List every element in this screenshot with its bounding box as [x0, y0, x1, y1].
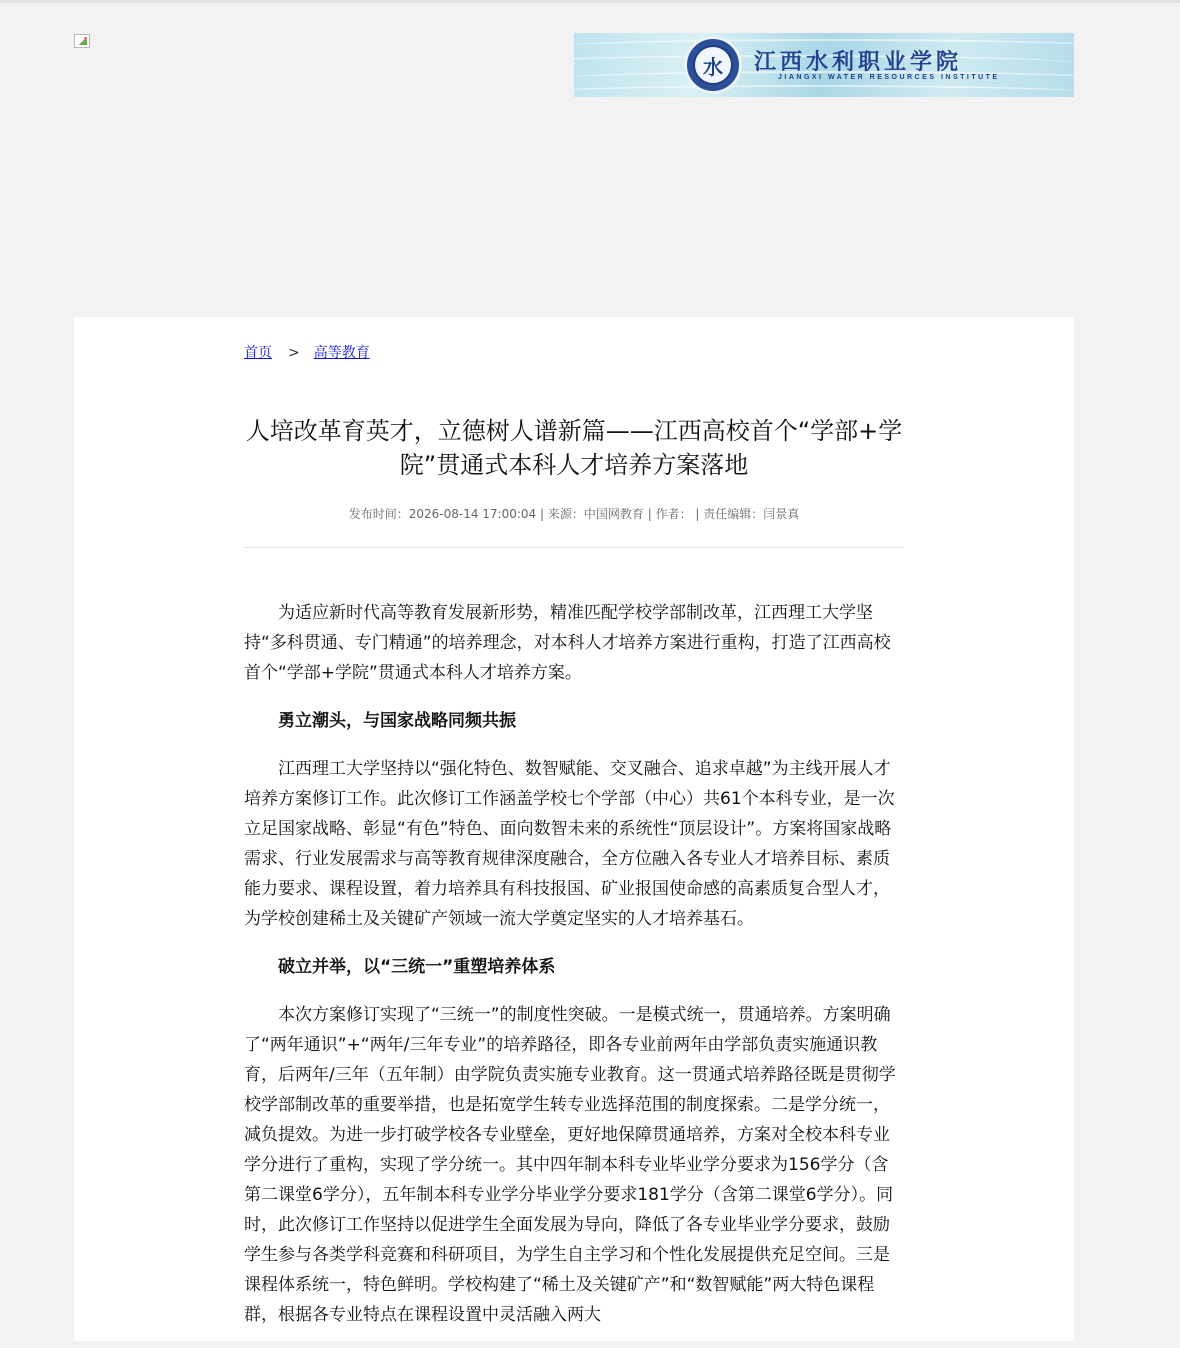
section-heading: 破立并举，以“三统一”重塑培养体系: [278, 957, 556, 977]
breadcrumb: [244, 342, 370, 362]
school-seal-icon: [684, 36, 742, 94]
top-divider: [0, 0, 1180, 3]
meta-separator: |: [691, 507, 704, 521]
editor-label: 责任编辑：: [703, 507, 764, 521]
breadcrumb-home-link[interactable]: 首页: [244, 345, 272, 361]
image-placeholder-icon: [77, 40, 87, 45]
publish-time: 2026-08-14 17:00:04: [408, 507, 537, 521]
breadcrumb-separator: >: [288, 345, 300, 361]
article-body: [244, 598, 904, 1348]
source-value: 中国网教育: [583, 507, 644, 521]
article-card: [74, 317, 1074, 1341]
seal-glyph: 水: [693, 45, 733, 85]
breadcrumb-section-link[interactable]: 高等教育: [313, 345, 370, 361]
publish-label: 发布时间：: [348, 507, 409, 521]
editor-value: 闫景真: [763, 507, 800, 521]
body-paragraph: 江西理工大学坚持以“强化特色、数智赋能、交叉融合、追求卓越”为主线开展人才培养方案修订工作。此次修订工作涵盖学校七个学部（中心）共61个本科专业，是一次立足国家战略、彰显“有色”特色、面向数智未来的系统性“顶层设计”。方案将国家战略需求、行业发展需求与高等教育规律深度融合，全方位融入各专业人才培养目标、素质能力要求、课程设置，着力培养具有科技报国、矿业报国使命感的高素质复合型人才，为学校创建稀土及关键矿产领域一流大学奠定坚实的人才培养基石。: [244, 759, 895, 929]
author-label: 作者：: [655, 507, 692, 521]
image-placeholder-dot: [84, 37, 87, 40]
school-banner[interactable]: [574, 33, 1074, 97]
meta-divider: [244, 547, 904, 548]
meta-separator: |: [643, 507, 656, 521]
school-name-en: JIANGXI WATER RESOURCES INSTITUTE: [778, 74, 1000, 81]
meta-separator: |: [536, 507, 548, 521]
site-logo-image: [74, 34, 90, 48]
body-paragraph: 为适应新时代高等教育发展新形势，精准匹配学校学部制改革，江西理工大学坚持“多科贯通、专门精通”的培养理念，对本科人才培养方案进行重构，打造了江西高校首个“学部+学院”贯通式本科人才培养方案。: [244, 603, 891, 683]
school-name: 江西水利职业学院: [754, 49, 963, 75]
banner-wave: [574, 85, 1074, 97]
source-label: 来源：: [547, 507, 584, 521]
article-meta: [244, 505, 904, 522]
body-paragraph: 本次方案修订实现了“三统一”的制度性突破。一是模式统一，贯通培养。方案明确了“两年通识”+“两年/三年专业”的培养路径，即各专业前两年由学部负责实施通识教育，后两年/三年（五年制）由学院负责实施专业教育。这一贯通式培养路径既是贯彻学校学部制改革的重要举措，也是拓宽学生转专业选择范围的制度探索。二是学分统一，减负提效。为进一步打破学校各专业壁垒，更好地保障贯通培养，方案对全校本科专业学分进行了重构，实现了学分统一。其中四年制本科专业毕业学分要求为156学分（含第二课堂6学分），五年制本科专业学分毕业学分要求181学分（含第二课堂6学分）。同时，此次修订工作坚持以促进学生全面发展为导向，降低了各专业毕业学分要求，鼓励学生参与各类学科竞赛和科研项目，为学生自主学习和个性化发展提供充足空间。三是课程体系统一，特色鲜明。学校构建了“稀土及关键矿产”和“数智赋能”两大特色课程群，根据各专业特点在课程设置中灵活融入两大: [244, 1005, 896, 1325]
section-heading: 勇立潮头，与国家战略同频共振: [278, 711, 516, 731]
article-title: 人培改革育英才，立德树人谱新篇——江西高校首个“学部+学院”贯通式本科人才培养方案落地: [245, 417, 903, 479]
